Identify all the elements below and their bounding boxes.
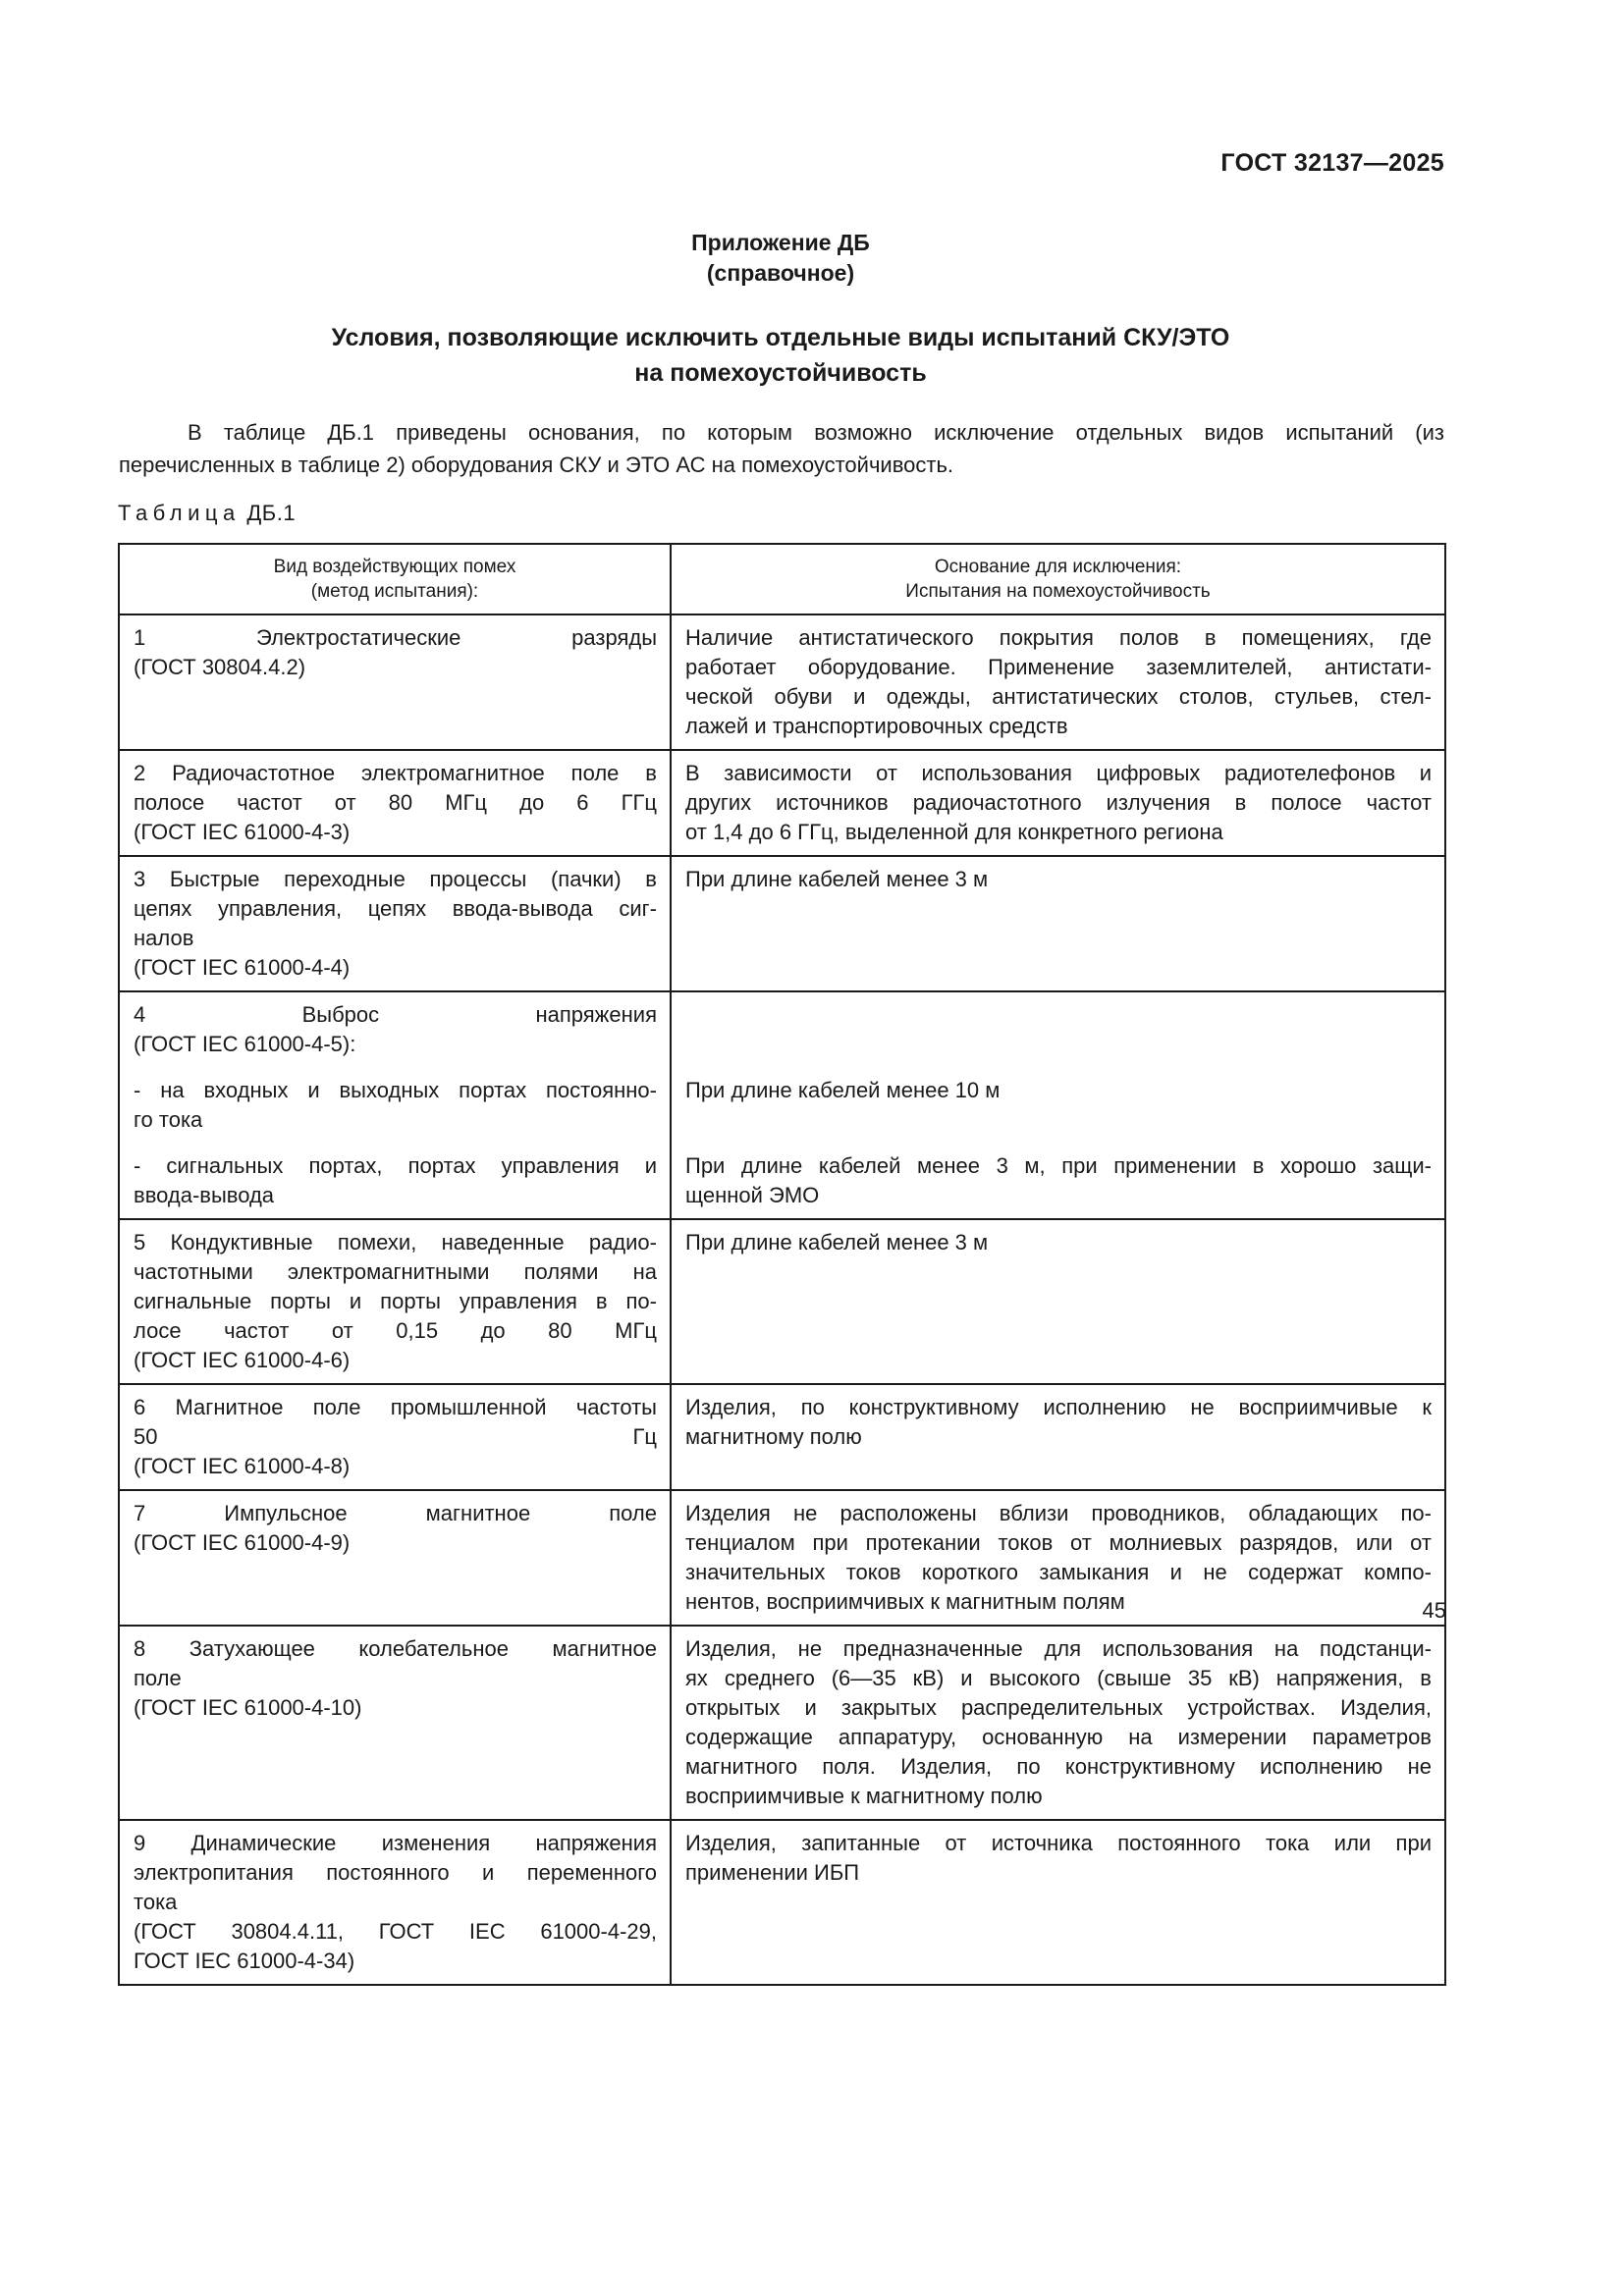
- exclusion-line: Изделия, запитанные от источника постоянного тока или при: [685, 1831, 1432, 1855]
- disturbance-cell: [119, 1384, 671, 1490]
- gap: [685, 1135, 1432, 1151]
- disturbance-line: частотными электромагнитными полями на: [134, 1259, 657, 1284]
- disturbance-line: поле: [134, 1666, 182, 1690]
- exclusion-cell: [671, 856, 1445, 991]
- sub-disturbance-line: ввода-вывода: [134, 1183, 275, 1207]
- sub-exclusion-line: щенной ЭМО: [685, 1183, 820, 1207]
- annex-label: Приложение ДБ: [691, 230, 870, 255]
- document-title-line2: на помехоустойчивость: [634, 359, 927, 387]
- exclusion-line: от 1,4 до 6 ГГц, выделенной для конкретного региона: [685, 820, 1223, 844]
- exclusion-line: Изделия не расположены вблизи проводников, обладающих по-: [685, 1501, 1432, 1525]
- header-exclusion-basis: [671, 544, 1445, 614]
- exclusion-line: В зависимости от использования цифровых радиотелефонов и: [685, 761, 1432, 785]
- gap: [685, 1059, 1432, 1076]
- table-caption-word: Таблица: [118, 501, 241, 525]
- sub-item: [134, 1076, 657, 1135]
- disturbance-line: (ГОСТ 30804.4.2): [134, 655, 306, 679]
- disturbance-line: 5 Кондуктивные помехи, наведенные радио-: [134, 1230, 657, 1255]
- exclusion-cell: [671, 1384, 1445, 1490]
- disturbance-cell: [119, 1626, 671, 1820]
- document-title: [0, 320, 1561, 391]
- header-col1-line1: Вид воздействующих помех: [273, 557, 516, 577]
- disturbance-line: (ГОСТ IEC 61000-4-10): [134, 1695, 362, 1720]
- table-row: [119, 1384, 1445, 1490]
- disturbance-line: (ГОСТ IEC 61000-4-3): [134, 820, 351, 844]
- disturbance-line: электропитания постоянного и переменного: [134, 1860, 657, 1885]
- exclusion-line: магнитному полю: [685, 1424, 862, 1449]
- exclusion-line: открытых и закрытых распределительных устройствах. Изделия,: [685, 1695, 1432, 1720]
- disturbance-line: 6 Магнитное поле промышленной частоты: [134, 1395, 657, 1419]
- table-row: [119, 614, 1445, 750]
- disturbance-line: сигнальные порты и порты управления в по-: [134, 1289, 657, 1313]
- table-row: [119, 991, 1445, 1219]
- header-col2-line1: Основание для исключения:: [934, 557, 1182, 577]
- disturbance-cell: [119, 856, 671, 991]
- exclusion-line: работает оборудование. Применение заземлителей, антистати-: [685, 655, 1432, 679]
- table-row: [119, 1626, 1445, 1820]
- disturbance-line: 1 Электростатические разряды: [134, 625, 657, 650]
- disturbance-line: 3 Быстрые переходные процессы (пачки) в: [134, 867, 657, 891]
- disturbance-cell: [119, 1219, 671, 1384]
- disturbance-line: тока: [134, 1890, 178, 1914]
- page-number: 45: [1422, 1598, 1446, 1623]
- disturbance-line: (ГОСТ IEC 61000-4-5):: [134, 1032, 356, 1056]
- exclusion-line: ческой обуви и одежды, антистатических столов, стульев, стел-: [685, 684, 1432, 709]
- table-row: [119, 856, 1445, 991]
- intro-line2: перечисленных в таблице 2) оборудования СКУ и ЭТО АС на помехоустойчивость.: [119, 453, 954, 477]
- gap: [134, 1059, 657, 1076]
- disturbance-line: лосе частот от 0,15 до 80 МГц: [134, 1318, 657, 1343]
- spacer: [685, 1000, 1432, 1059]
- exclusion-line: лажей и транспортировочных средств: [685, 714, 1068, 738]
- exclusion-table: [118, 543, 1446, 1986]
- sub-exclusion-line: При длине кабелей менее 3 м, при применении в хорошо защи-: [685, 1153, 1432, 1178]
- disturbance-line: полосе частот от 80 МГц до 6 ГГц: [134, 790, 657, 815]
- table-header-row: [119, 544, 1445, 614]
- disturbance-cell: [119, 991, 671, 1219]
- intro-paragraph: [119, 416, 1444, 481]
- annex-heading: [0, 228, 1561, 289]
- disturbance-cell: [119, 1490, 671, 1626]
- exclusion-cell: [671, 1490, 1445, 1626]
- exclusion-line: ях среднего (6—35 кВ) и высокого (свыше 35 кВ) напряжения, в: [685, 1666, 1432, 1690]
- disturbance-line: (ГОСТ 30804.4.11, ГОСТ IEC 61000-4-29,: [134, 1919, 657, 1944]
- table-row: [119, 1490, 1445, 1626]
- disturbance-line: 50 Гц: [134, 1424, 657, 1449]
- table-row: [119, 1820, 1445, 1985]
- exclusion-line: При длине кабелей менее 3 м: [685, 867, 989, 891]
- exclusion-line: значительных токов короткого замыкания и не содержат компо-: [685, 1560, 1432, 1584]
- sub-exclusion-line: При длине кабелей менее 10 м: [685, 1078, 1001, 1102]
- exclusion-line: применении ИБП: [685, 1860, 860, 1885]
- disturbance-line: цепях управления, цепях ввода-вывода сиг-: [134, 896, 657, 921]
- table-caption-number: ДБ.1: [246, 501, 297, 525]
- disturbance-cell: [119, 614, 671, 750]
- exclusion-cell: [671, 750, 1445, 856]
- disturbance-cell: [119, 1820, 671, 1985]
- sub-item: [134, 1151, 657, 1210]
- disturbance-line: налов: [134, 926, 194, 950]
- sub-disturbance-line: - на входных и выходных портах постоянно-: [134, 1078, 657, 1102]
- disturbance-line: (ГОСТ IEC 61000-4-9): [134, 1530, 351, 1555]
- exclusion-cell: [671, 614, 1445, 750]
- exclusion-cell: [671, 1820, 1445, 1985]
- sub-disturbance-line: го тока: [134, 1107, 203, 1132]
- exclusion-line: магнитного поля. Изделия, по конструктивному исполнению не: [685, 1754, 1432, 1779]
- header-col2-line2: Испытания на помехоустойчивость: [905, 581, 1211, 602]
- exclusion-line: восприимчивые к магнитному полю: [685, 1784, 1043, 1808]
- document-title-line1: Условия, позволяющие исключить отдельные виды испытаний СКУ/ЭТО: [331, 324, 1230, 351]
- disturbance-line: 9 Динамические изменения напряжения: [134, 1831, 657, 1855]
- gap: [134, 1135, 657, 1151]
- exclusion-line: Изделия, не предназначенные для использования на подстанци-: [685, 1636, 1432, 1661]
- disturbance-cell: [119, 750, 671, 856]
- disturbance-line: 4 Выброс напряжения: [134, 1002, 657, 1027]
- disturbance-line: (ГОСТ IEC 61000-4-8): [134, 1454, 351, 1478]
- exclusion-line: других источников радиочастотного излучения в полосе частот: [685, 790, 1432, 815]
- disturbance-line: 2 Радиочастотное электромагнитное поле в: [134, 761, 657, 785]
- table-caption: [118, 501, 296, 526]
- table-row: [119, 750, 1445, 856]
- exclusion-line: содержащие аппаратуру, основанную на измерении параметров: [685, 1725, 1432, 1749]
- disturbance-line: (ГОСТ IEC 61000-4-6): [134, 1348, 351, 1372]
- disturbance-line: ГОСТ IEC 61000-4-34): [134, 1949, 355, 1973]
- exclusion-line: Изделия, по конструктивному исполнению не восприимчивые к: [685, 1395, 1432, 1419]
- sub-disturbance-line: - сигнальных портах, портах управления и: [134, 1153, 657, 1178]
- header-disturbance-type: [119, 544, 671, 614]
- exclusion-line: Наличие антистатического покрытия полов в помещениях, где: [685, 625, 1432, 650]
- intro-line1: В таблице ДБ.1 приведены основания, по которым возможно исключение отдельных видов испытаний (из: [188, 420, 1444, 445]
- exclusion-cell: [671, 991, 1445, 1219]
- annex-status: (справочное): [706, 260, 855, 286]
- disturbance-line: 8 Затухающее колебательное магнитное: [134, 1636, 657, 1661]
- exclusion-line: тенциалом при протекании токов от молниевых разрядов, или от: [685, 1530, 1432, 1555]
- disturbance-line: (ГОСТ IEC 61000-4-4): [134, 955, 351, 980]
- standard-code: ГОСТ 32137—2025: [1220, 149, 1444, 177]
- disturbance-line: 7 Импульсное магнитное поле: [134, 1501, 657, 1525]
- exclusion-cell: [671, 1626, 1445, 1820]
- table-row: [119, 1219, 1445, 1384]
- header-col1-line2: (метод испытания):: [310, 581, 479, 602]
- sub-exclusion: [685, 1151, 1432, 1210]
- exclusion-line: При длине кабелей менее 3 м: [685, 1230, 989, 1255]
- exclusion-cell: [671, 1219, 1445, 1384]
- sub-exclusion: [685, 1076, 1432, 1135]
- exclusion-line: нентов, восприимчивых к магнитным полям: [685, 1589, 1125, 1614]
